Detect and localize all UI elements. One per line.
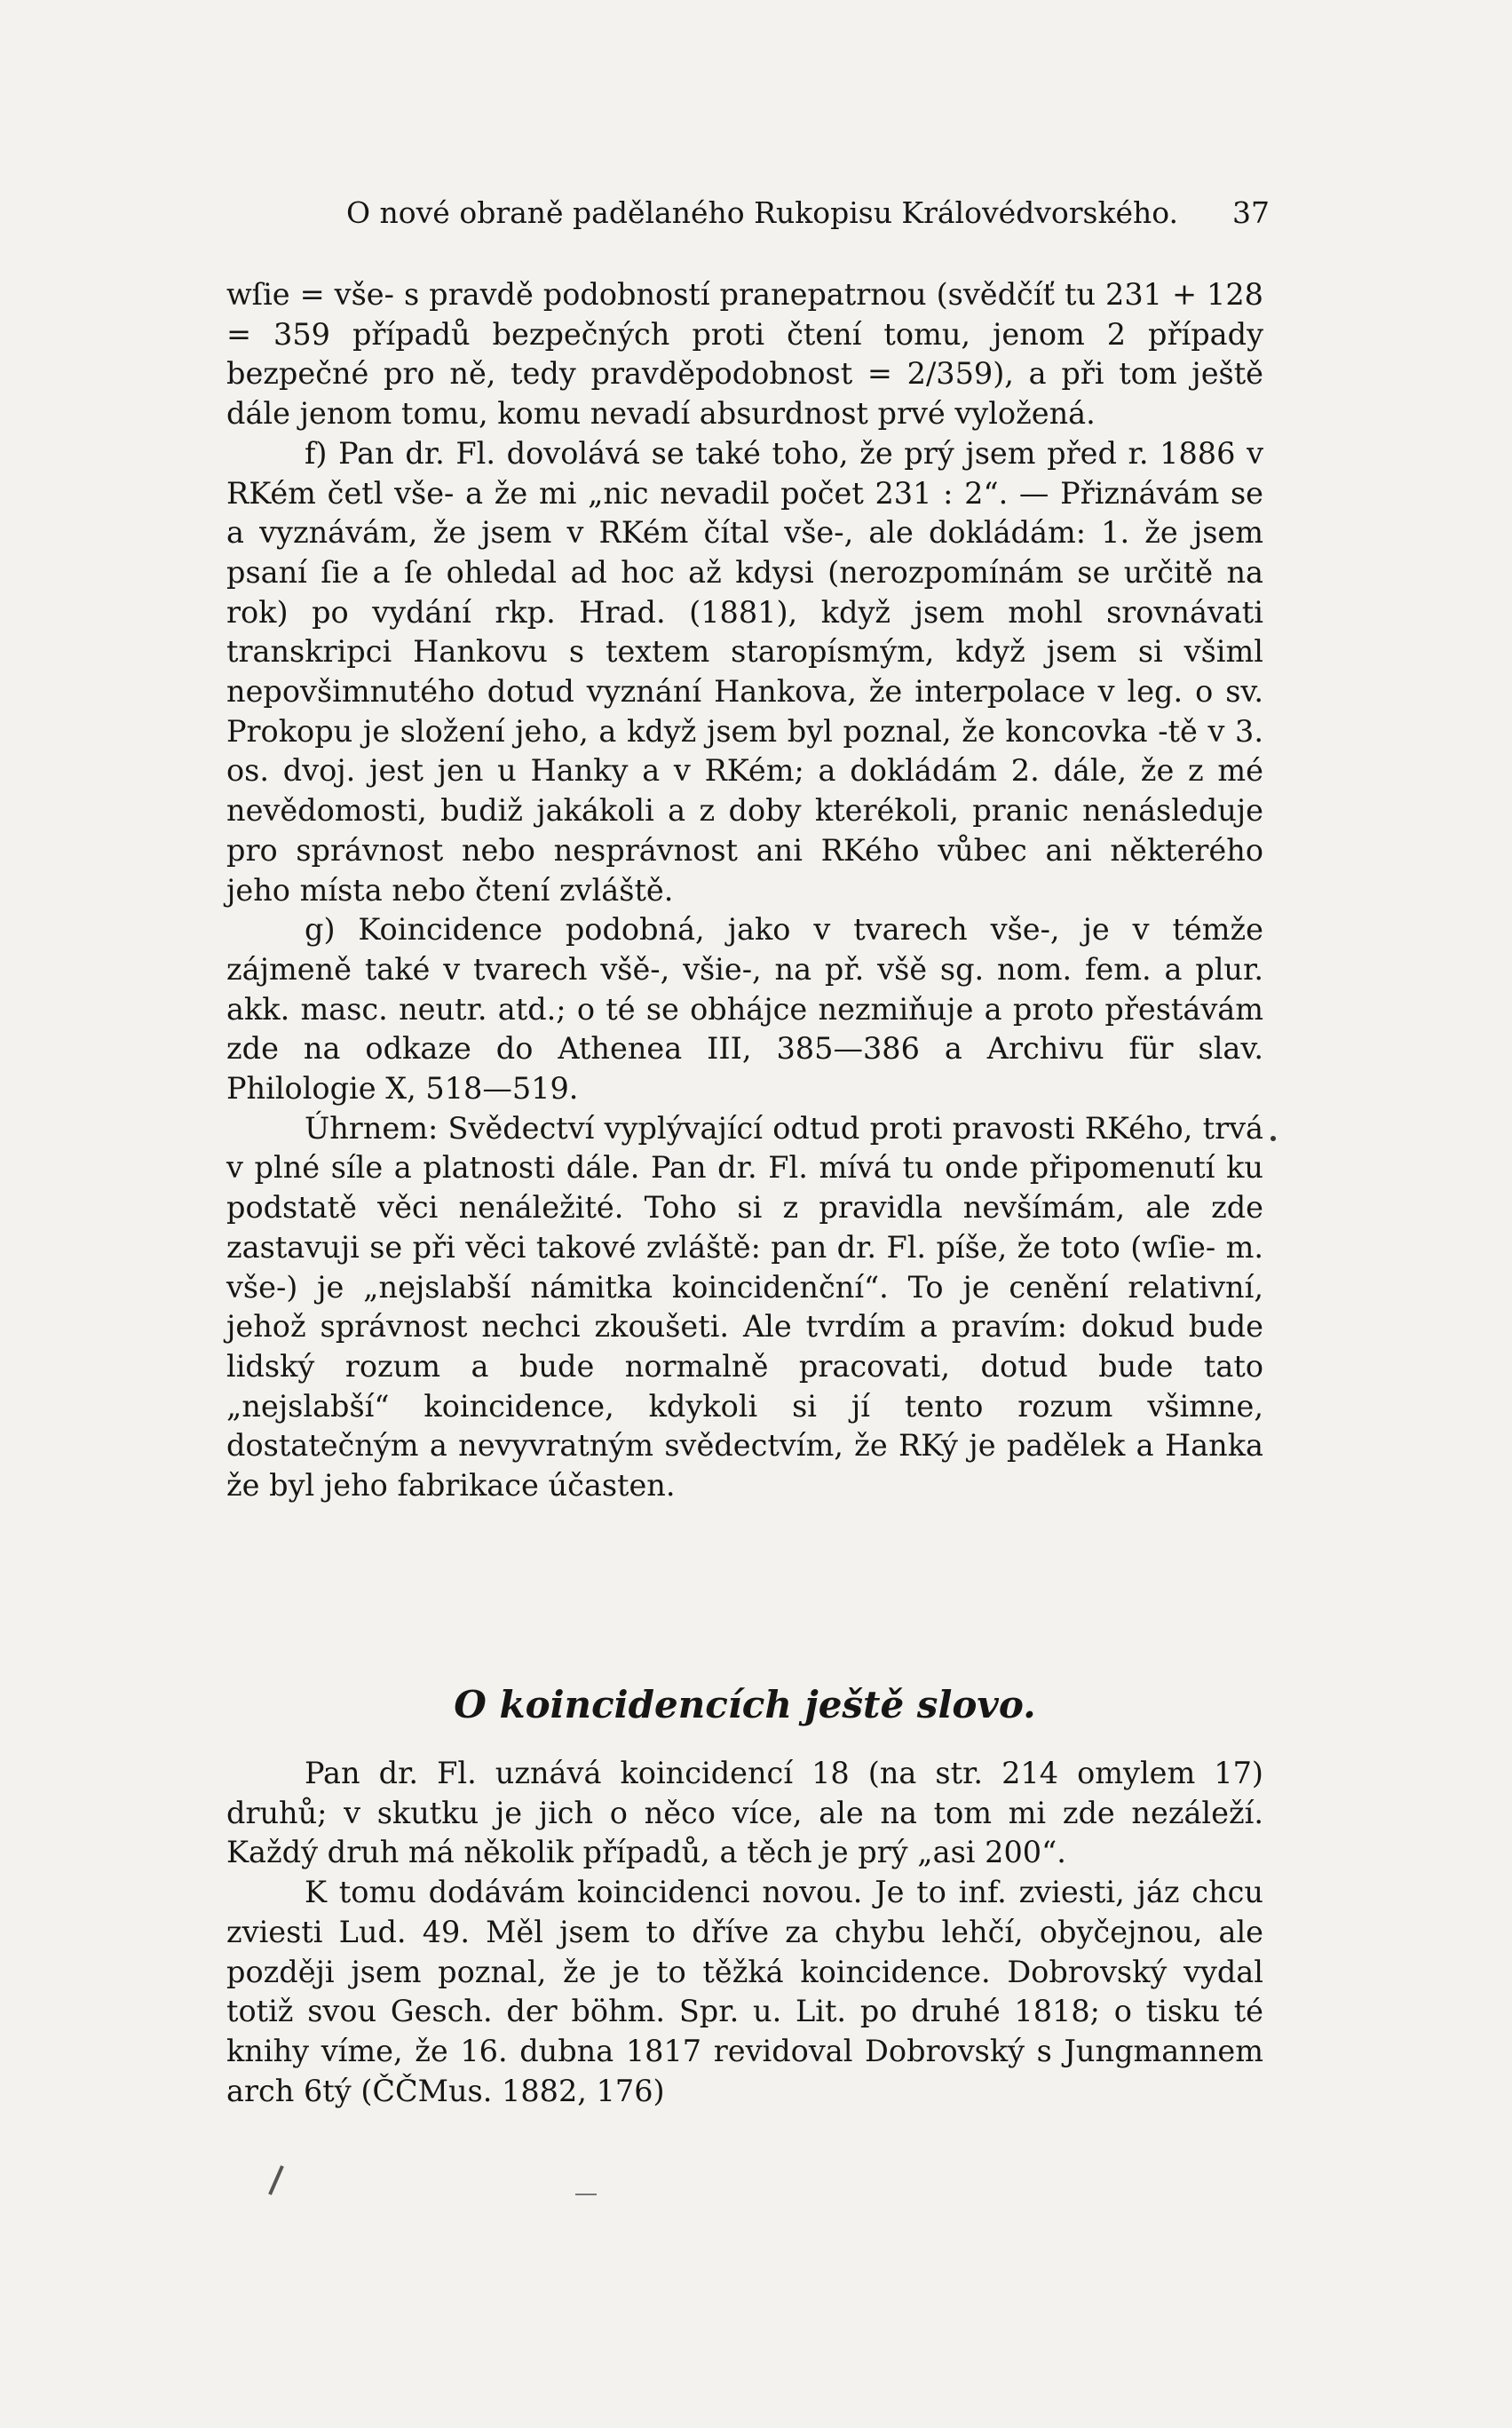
paragraph: Pan dr. Fl. uznává koincidencí 18 (na str. 214 omylem 17) druhů; v skutku je jich o něco více, ale na tom mi zde nezáleží. Každý druh má několik případů, a těch je prý „asi 200“. [226,1756,1263,1870]
pencil-mark-icon [263,2162,289,2198]
body-text [226,275,1263,1506]
paragraph: f) Pan dr. Fl. dovolává se také toho, že prý jsem před r. 1886 v RKém četl vše- a že mi „nic nevadil počet 231 : 2“. — Přiznávám se a vyznávám, že jsem v RKém čítal vše-, ale dokládám: 1. že jsem psaní ſie a ſe ohledal ad hoc až kdysi (nerozpomínám se určitě na rok) po vydání rkp. Hrad. (1881), když jsem mohl srovnávati transkripci Hankovu s textem staropísmým, když jsem si všiml nepovšimnutého dotud vyznání Hankova, že interpolace v leg. o sv. Prokopu je složení jeho, a když jsem byl poznal, že koncovka -tě v 3. os. dvoj. jest jen u Hanky a v RKém; a dokládám 2. dále, že z mé nevědomosti, budiž jakákoli a z doby kterékoli, pranic nenásleduje pro správnost nebo nesprávnost ani RKého vůbec ani některého jeho místa nebo čtení zvláště. [226,435,1263,908]
page-number: 37 [1232,195,1270,230]
section-heading: O koincidencích ještě slovo. [454,1683,1036,1726]
body-text-2 [226,1754,1263,2111]
paragraph: K tomu dodávám koincidenci novou. Je to inf. zviesti, jáz chcu zviesti Lud. 49. Měl jsem to dříve za chybu lehčí, obyčejnou, ale později jsem poznal, že je to těžká koincidence. Dobrovský vydal totiž svou Gesch. der böhm. Spr. u. Lit. po druhé 1818; o tisku té knihy víme, že 16. dubna 1817 revidoval Dobrovský s Jungmannem arch 6tý (ČČMus. 1882, 176) [226,1875,1263,2108]
paragraph: Úhrnem: Svědectví vyplývající odtud proti pravosti RKého, trvá v plné síle a platnosti dále. Pan dr. Fl. mívá tu onde připomenutí ku podstatě věci nenáležité. Toho si z pravidla nevšímám, ale zde zastavuji se při věci takové zvláště: pan dr. Fl. píše, že toto (wſie- m. vše-) je „nejslabší námitka koincidenční“. To je cenění relativní, jehož správnost nechci zkoušeti. Ale tvrdím a pravím: dokud bude lidský rozum a bude normalně pracovati, dotud bude tato „nejslabší“ koincidence, kdykoli si jí tento rozum všimne, dostatečným a nevyvratným svědectvím, že RKý je padělek a Hanka že byl jeho fabrikace účasten. [226,1110,1263,1504]
dash-mark-icon [575,2192,597,2197]
running-title: O nové obraně padělaného Rukopisu Královédvorského. [346,195,1179,230]
margin-dot-icon [1270,1135,1277,1142]
paragraph: g) Koincidence podobná, jako v tvarech vše-, je v témže zájmeně také v tvarech všě-, všie-, na př. všě sg. nom. fem. a plur. akk. masc. neutr. atd.; o té se obhájce nezmiňuje a proto přestávám zde na odkaze do Athenea III, 385—386 a Archivu für slav. Philologie X, 518—519. [226,912,1263,1107]
paragraph: wſie = vše- s pravdě podobností pranepatrnou (svědčíť tu 231 + 128 = 359 případů bezpečných proti čtení tomu, jenom 2 případy bezpečné pro ně, tedy pravděpodobnost = 2/359), a při tom ještě dále jenom tomu, komu nevadí absurdnost prvé vyložená. [226,277,1263,432]
